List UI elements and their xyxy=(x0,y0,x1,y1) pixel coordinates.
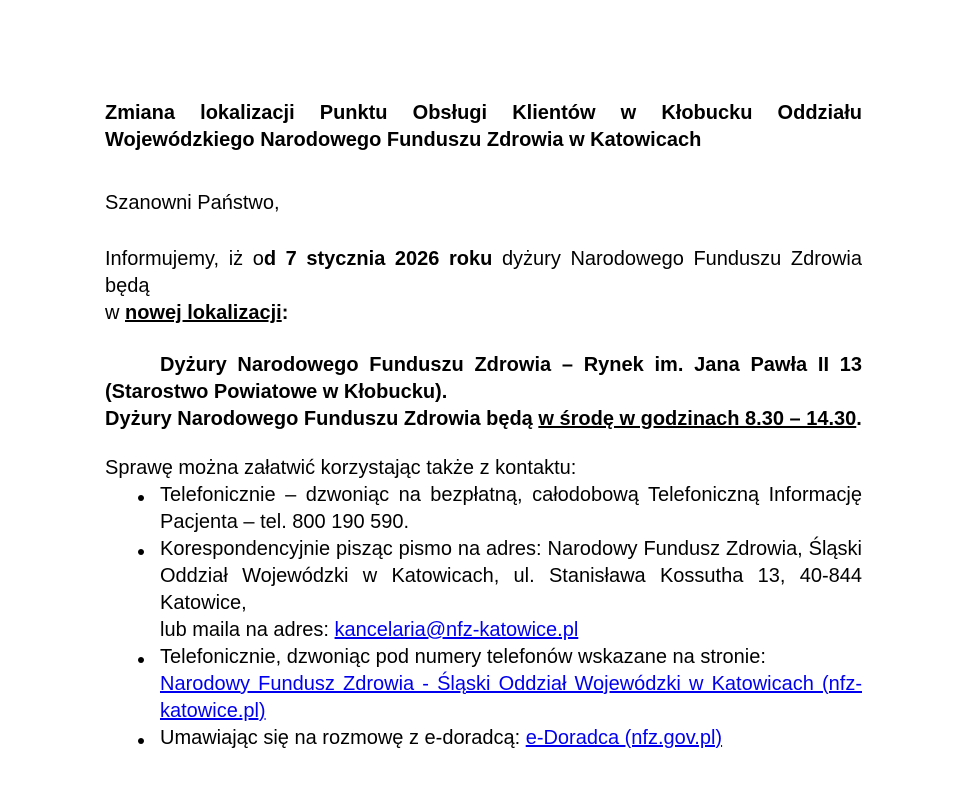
bullet-icon xyxy=(138,657,144,663)
email-link-kancelaria[interactable]: kancelaria@nfz-katowice.pl xyxy=(334,619,579,641)
edoradca-label: Umawiając się na rozmowę z e-doradcą: xyxy=(160,727,526,749)
bullet-icon xyxy=(138,549,144,555)
intro-colon: : xyxy=(281,302,289,324)
intro-text-regular: Informujemy, iż o xyxy=(105,248,264,270)
intro-text-regular-2: dyżury Narodowego Funduszu Zdrowia będą xyxy=(105,248,862,297)
contact-intro-paragraph xyxy=(105,455,862,482)
website-link-nfz-katowice-part1[interactable]: Narodowy Fundusz Zdrowia - Śląski Oddział Wojewódzki w Katowicach (nfz- xyxy=(160,673,862,695)
hours-period: . xyxy=(856,408,862,430)
list-item-phone-info xyxy=(105,482,862,536)
list-item-website xyxy=(105,644,862,725)
bullet2-line-2: Oddział Wojewódzki w Katowicach, ul. Stanisława Kossutha 13, 40-844 xyxy=(160,565,862,587)
bullet3-line-3 xyxy=(160,698,862,725)
document-body xyxy=(105,100,862,752)
edoradca-link[interactable]: e-Doradca (nfz.gov.pl) xyxy=(525,727,723,749)
contact-intro-text: Sprawę można załatwić korzystając także z kontaktu: xyxy=(105,457,577,479)
email-label: lub maila na adres: xyxy=(160,619,335,641)
title-line-1: Zmiana lokalizacji Punktu Obsługi Klientów w Kłobucku Oddziału xyxy=(105,102,862,124)
list-item-mail xyxy=(105,536,862,644)
list-item-edoradca xyxy=(105,725,862,752)
bullet4-line-1 xyxy=(160,725,862,752)
greeting-paragraph xyxy=(105,190,862,217)
bullet2-line-1: Korespondencyjnie pisząc pismo na adres: Narodowy Fundusz Zdrowia, Śląski xyxy=(160,538,862,560)
website-link-nfz-katowice-part2[interactable]: katowice.pl) xyxy=(160,700,266,722)
hours-text-pre: Dyżury Narodowego Funduszu Zdrowia będą xyxy=(105,408,539,430)
bullet2-line-3: Katowice, xyxy=(160,592,247,614)
bullet1-line-2: Pacjenta – tel. 800 190 590. xyxy=(160,511,410,533)
new-location-emphasis: nowej lokalizacji xyxy=(125,302,282,324)
bullet-icon xyxy=(138,495,144,501)
greeting-text: Szanowni Państwo, xyxy=(105,192,280,214)
hours-emphasis: w środę w godzinach 8.30 – 14.30 xyxy=(538,408,857,430)
intro-line-2 xyxy=(105,300,862,327)
intro-text-regular-3: w xyxy=(105,302,125,324)
location-building-line: (Starostwo Powiatowe w Kłobucku). xyxy=(105,381,448,403)
location-hours-line xyxy=(105,406,862,433)
bullet3-line-2 xyxy=(160,671,862,698)
contact-options-list xyxy=(105,482,862,752)
bullet2-line-4 xyxy=(160,617,862,644)
intro-date-bold: d 7 stycznia 2026 roku xyxy=(263,248,493,270)
location-paragraph xyxy=(105,352,862,433)
document-title xyxy=(105,100,862,154)
bullet-icon xyxy=(138,738,144,744)
title-line-2: Wojewódzkiego Narodowego Funduszu Zdrowia w Katowicach xyxy=(105,129,702,151)
intro-line-1 xyxy=(105,246,862,300)
bullet3-line-1: Telefonicznie, dzwoniąc pod numery telefonów wskazane na stronie: xyxy=(160,646,766,668)
bullet1-line-1: Telefonicznie – dzwoniąc na bezpłatną, całodobową Telefoniczną Informację xyxy=(160,484,862,506)
intro-paragraph xyxy=(105,246,862,327)
location-address-line: Dyżury Narodowego Funduszu Zdrowia – Rynek im. Jana Pawła II 13 xyxy=(160,354,862,376)
